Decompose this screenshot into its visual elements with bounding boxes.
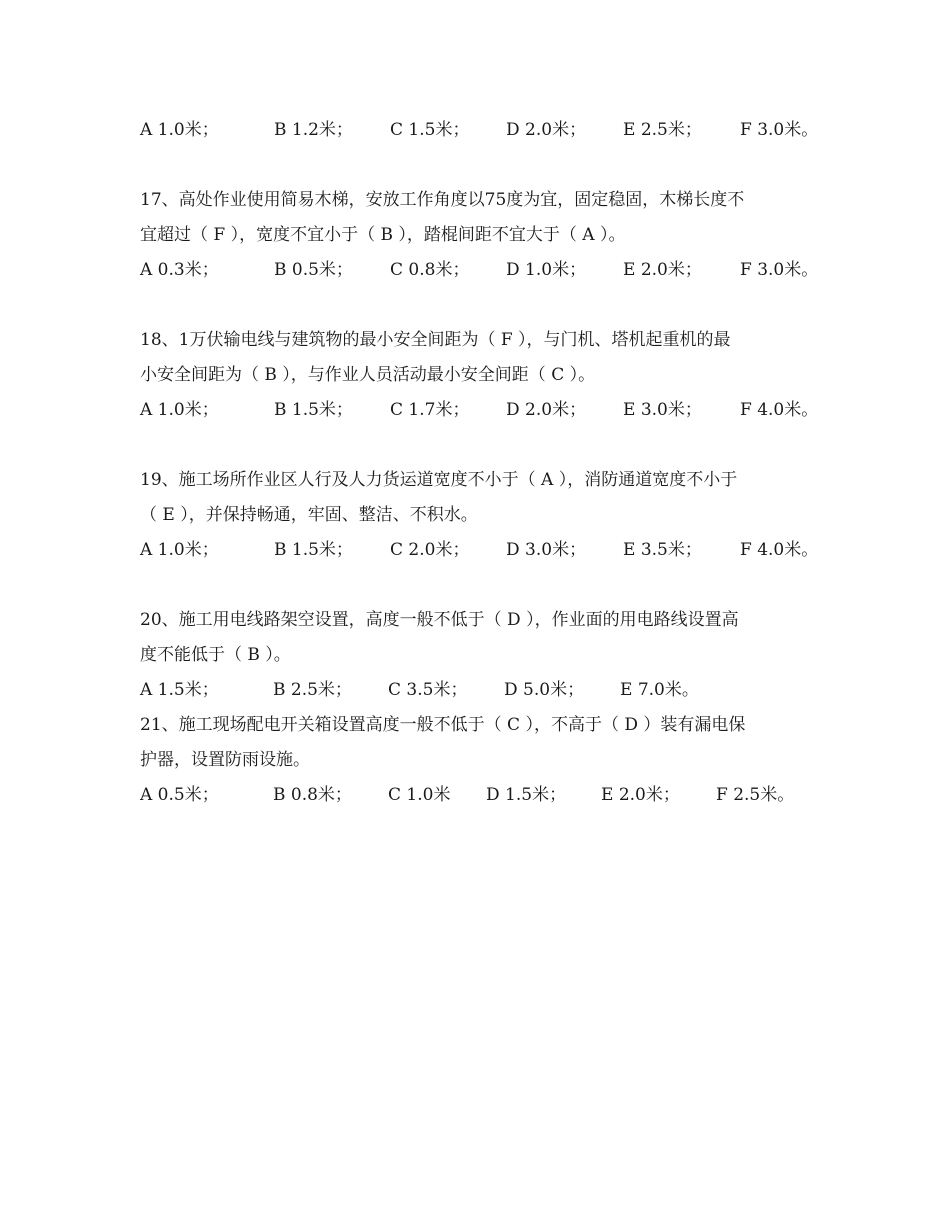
q19-option-e: E 3.5米； <box>623 540 702 560</box>
q17-text-line-1: 17、高处作业使用简易木梯，安放工作角度以75度为宜，固定稳固，木梯长度不 <box>140 190 745 210</box>
q18-option-c: C 1.7米； <box>390 400 470 420</box>
q17-option-d: D 1.0米； <box>506 260 587 280</box>
q21-option-d: D 1.5米； <box>486 785 567 805</box>
q21-option-c: C 1.0米 <box>388 785 451 805</box>
q18-text-line-2: 小安全间距为（ B ），与作业人员活动最小安全间距（ C ）。 <box>140 365 596 385</box>
q17-option-c: C 0.8米； <box>390 260 470 280</box>
q16-options <box>140 118 830 142</box>
q17-option-f: F 3.0米。 <box>740 260 819 280</box>
q18-option-d: D 2.0米； <box>506 400 587 420</box>
q18-option-b: B 1.5米； <box>274 400 353 420</box>
q20-options <box>140 678 830 702</box>
q19-text-line-2: （ E ），并保持畅通，牢固、整洁、不积水。 <box>140 505 478 525</box>
q20-option-c: C 3.5米； <box>388 680 468 700</box>
q18-options <box>140 398 830 422</box>
q20-option-e: E 7.0米。 <box>620 680 699 700</box>
q16-option-a: A 1.0米； <box>140 120 219 140</box>
q21-text-line-2: 护器，设置防雨设施。 <box>140 750 310 770</box>
q17-option-a: A 0.3米； <box>140 260 219 280</box>
q21-option-f: F 2.5米。 <box>716 785 795 805</box>
q16-option-b: B 1.2米； <box>274 120 353 140</box>
q16-option-d: D 2.0米； <box>506 120 587 140</box>
q19-option-d: D 3.0米； <box>506 540 587 560</box>
q18-option-f: F 4.0米。 <box>740 400 819 420</box>
q17-options <box>140 258 830 282</box>
q19-text-line-1: 19、施工场所作业区人行及人力货运道宽度不小于（ A ），消防通道宽度不小于 <box>140 470 738 490</box>
q19-options <box>140 538 830 562</box>
q20-option-a: A 1.5米； <box>140 680 219 700</box>
q21-options <box>140 783 830 807</box>
q16-option-f: F 3.0米。 <box>740 120 819 140</box>
q20-text-line-1: 20、施工用电线路架空设置，高度一般不低于（ D ），作业面的用电路线设置高 <box>140 610 739 630</box>
q21-option-b: B 0.8米； <box>273 785 352 805</box>
q21-text-line-1: 21、施工现场配电开关箱设置高度一般不低于（ C ），不高于（ D ）装有漏电保 <box>140 715 746 735</box>
q16-option-c: C 1.5米； <box>390 120 470 140</box>
q17-option-b: B 0.5米； <box>274 260 353 280</box>
q21-option-e: E 2.0米； <box>601 785 680 805</box>
q19-option-c: C 2.0米； <box>390 540 470 560</box>
q18-text-line-1: 18、1万伏输电线与建筑物的最小安全间距为（ F ），与门机、塔机起重机的最 <box>140 330 731 350</box>
q20-text-line-2: 度不能低于（ B ）。 <box>140 645 291 665</box>
q18-option-e: E 3.0米； <box>623 400 702 420</box>
q19-option-a: A 1.0米； <box>140 540 219 560</box>
q20-option-d: D 5.0米； <box>504 680 585 700</box>
q17-text-line-2: 宜超过（ F ），宽度不宜小于（ B ），踏棍间距不宜大于（ A ）。 <box>140 225 626 245</box>
q17-option-e: E 2.0米； <box>623 260 702 280</box>
q20-option-b: B 2.5米； <box>273 680 352 700</box>
q19-option-f: F 4.0米。 <box>740 540 819 560</box>
q19-option-b: B 1.5米； <box>274 540 353 560</box>
q21-option-a: A 0.5米； <box>140 785 219 805</box>
q18-option-a: A 1.0米； <box>140 400 219 420</box>
q16-option-e: E 2.5米； <box>623 120 702 140</box>
